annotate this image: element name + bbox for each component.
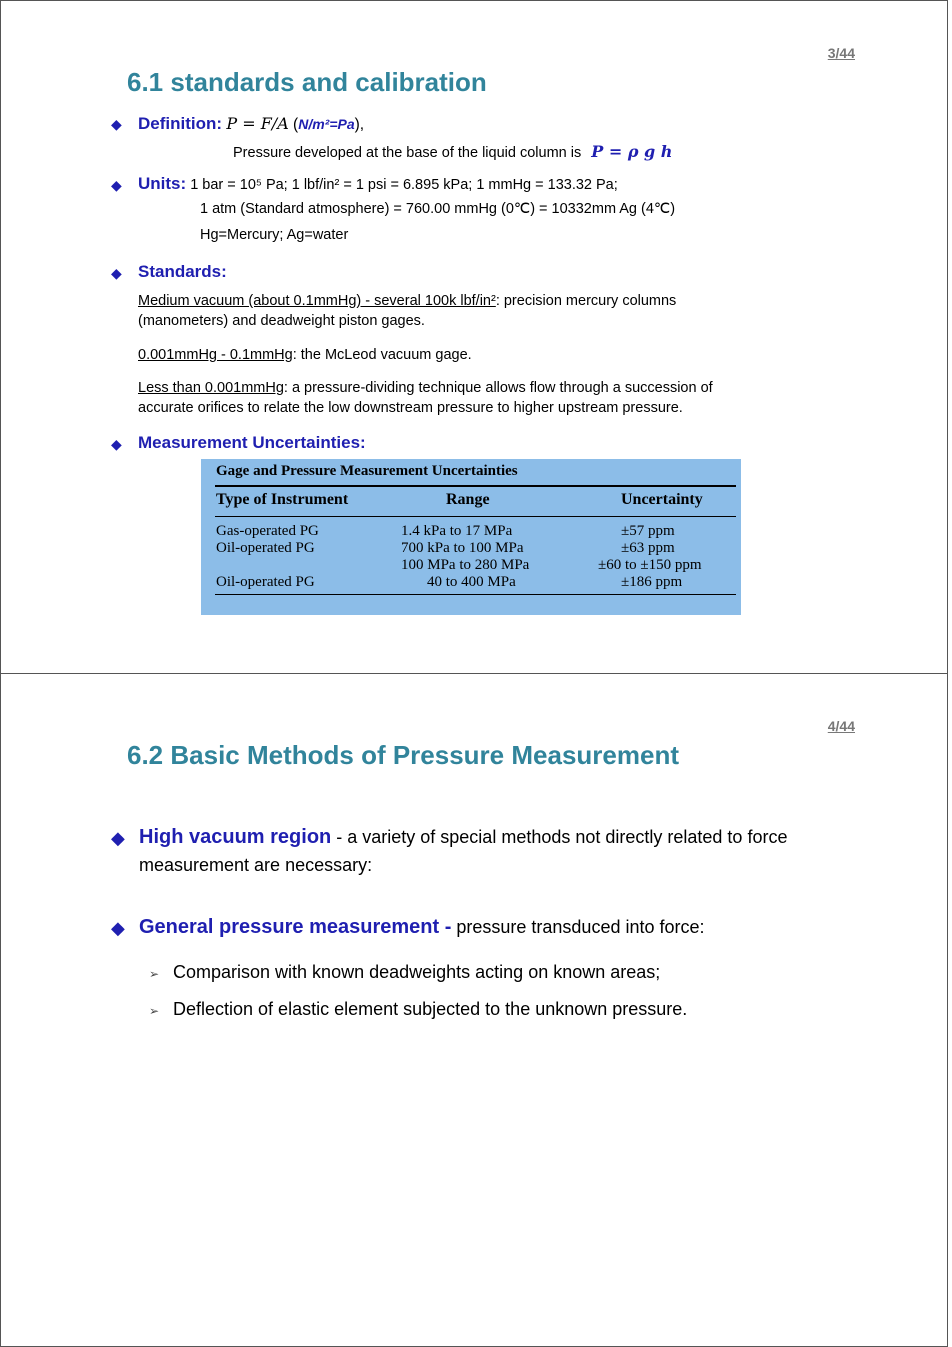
table-cell: Oil-operated PG bbox=[216, 540, 315, 556]
standards-p2 bbox=[138, 346, 472, 365]
table-cell: 40 to 400 MPa bbox=[427, 574, 516, 590]
standards-p3-range: Less than 0.001mmHg bbox=[138, 380, 284, 396]
high-vacuum-label: High vacuum region bbox=[139, 826, 332, 848]
units-line-2: 1 atm (Standard atmosphere) = 760.00 mmHg (0℃) = 10332mm Ag (4℃) bbox=[200, 201, 676, 217]
table-rule-top bbox=[215, 485, 736, 487]
units-label: Units: bbox=[138, 174, 187, 193]
table-cell: 100 MPa to 280 MPa bbox=[401, 557, 530, 573]
formula-rho-g-h: P = ρ g h bbox=[591, 142, 673, 161]
standards-p3-text: : a pressure-dividing technique allows flow through a succession of bbox=[283, 380, 713, 396]
standards-p1-text: : precision mercury columns bbox=[495, 293, 677, 309]
general-pressure-line bbox=[139, 915, 705, 939]
high-vacuum-text: - a variety of special methods not directly related to force bbox=[331, 827, 788, 847]
table-rule-header bbox=[215, 516, 736, 517]
general-pressure-label: General pressure measurement - bbox=[139, 916, 452, 938]
table-cell: ±63 ppm bbox=[621, 540, 675, 556]
definition-line-2 bbox=[233, 142, 672, 163]
units-line-1 bbox=[138, 174, 618, 195]
formula-force-area: P = F/A bbox=[226, 114, 289, 133]
standards-p2-text: : the McLeod vacuum gage. bbox=[292, 347, 472, 363]
definition-line bbox=[138, 114, 364, 134]
table-cell: Gas-operated PG bbox=[216, 523, 319, 539]
page-number: 4/44 bbox=[827, 718, 855, 734]
table-cell: 1.4 kPa to 17 MPa bbox=[401, 523, 513, 539]
liquid-column-text: Pressure developed at the base of the liquid column is bbox=[233, 145, 582, 161]
list-item: Comparison with known deadweights acting on known areas; bbox=[173, 962, 661, 982]
standards-label: Standards: bbox=[138, 262, 227, 281]
table-header-type: Type of Instrument bbox=[216, 491, 349, 508]
standards-p3-line2: accurate orifices to relate the low downstream pressure to higher upstream pressure. bbox=[138, 400, 683, 416]
diamond-bullet-icon: ◆ bbox=[111, 436, 122, 452]
table-cell: 700 kPa to 100 MPa bbox=[401, 540, 524, 556]
units-close: ), bbox=[354, 116, 365, 133]
page-number: 3/44 bbox=[827, 45, 855, 61]
diamond-bullet-icon: ◆ bbox=[111, 265, 122, 281]
units-line-3: Hg=Mercury; Ag=water bbox=[200, 227, 349, 243]
diamond-bullet-icon: ◆ bbox=[111, 116, 122, 132]
standards-p3 bbox=[138, 379, 713, 398]
uncertainty-table bbox=[201, 459, 741, 615]
table-cell: ±57 ppm bbox=[621, 523, 675, 539]
diamond-bullet-icon: ◆ bbox=[111, 918, 125, 938]
arrow-bullet-icon: ➢ bbox=[149, 967, 160, 981]
slide-title: 6.1 standards and calibration bbox=[127, 67, 487, 97]
table-rule-bottom bbox=[215, 594, 736, 595]
list-item: Deflection of elastic element subjected to the unknown pressure. bbox=[173, 999, 688, 1019]
table-cell: Oil-operated PG bbox=[216, 574, 315, 590]
standards-p1-range: Medium vacuum (about 0.1mmHg) - several 100k lbf/in² bbox=[138, 293, 496, 309]
slide-4 bbox=[0, 673, 948, 1347]
units-open: ( bbox=[288, 116, 299, 133]
table-title: Gage and Pressure Measurement Uncertainties bbox=[216, 463, 518, 479]
standards-p2-range: 0.001mmHg - 0.1mmHg bbox=[138, 347, 293, 363]
standards-p1 bbox=[138, 292, 676, 311]
slide-title: 6.2 Basic Methods of Pressure Measurement bbox=[127, 740, 679, 770]
slide-3 bbox=[0, 0, 948, 674]
table-header-uncertainty: Uncertainty bbox=[621, 491, 703, 508]
table-header-range: Range bbox=[446, 491, 490, 508]
table-cell: ±186 ppm bbox=[621, 574, 683, 590]
high-vacuum-line-2: measurement are necessary: bbox=[139, 855, 373, 875]
uncertainties-label: Measurement Uncertainties: bbox=[138, 433, 366, 452]
definition-label: Definition: bbox=[138, 114, 223, 133]
arrow-bullet-icon: ➢ bbox=[149, 1004, 160, 1018]
high-vacuum-line bbox=[139, 825, 787, 849]
general-pressure-text: pressure transduced into force: bbox=[451, 917, 705, 937]
diamond-bullet-icon: ◆ bbox=[111, 177, 122, 193]
definition-units: N/m²=Pa bbox=[298, 116, 355, 132]
standards-p1-line2: (manometers) and deadweight piston gages. bbox=[138, 313, 425, 329]
table-cell: ±60 to ±150 ppm bbox=[598, 557, 702, 573]
units-text-1: 1 bar = 10⁵ Pa; 1 lbf/in² = 1 psi = 6.895 kPa; 1 mmHg = 133.32 Pa; bbox=[190, 177, 618, 193]
diamond-bullet-icon: ◆ bbox=[111, 828, 125, 848]
